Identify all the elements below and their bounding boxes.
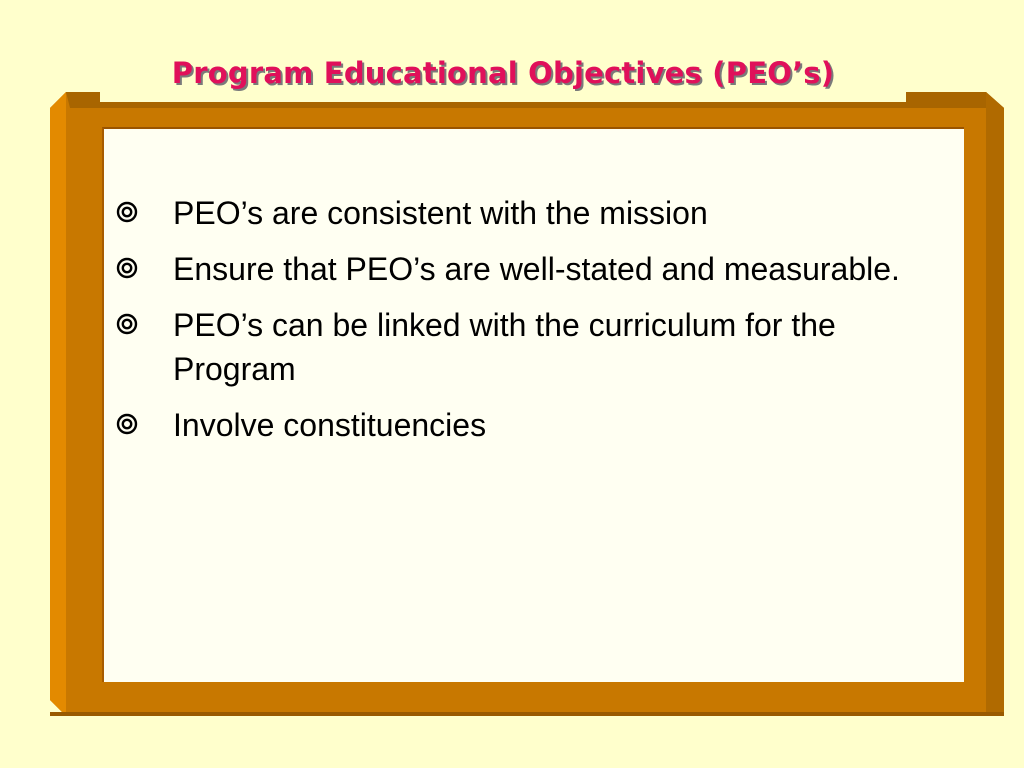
list-item — [112, 191, 952, 235]
concentric-circle-bullet-icon — [116, 257, 138, 279]
list-item — [112, 303, 952, 391]
concentric-circle-bullet-icon — [116, 413, 138, 435]
list-item — [112, 247, 952, 291]
list-item — [112, 403, 952, 447]
bullet-text: Ensure that PEO’s are well-stated and measurable. — [173, 251, 900, 287]
frame-left-bevel — [50, 92, 66, 716]
title-box — [100, 44, 906, 102]
bullet-list — [112, 191, 952, 459]
frame-right-bevel — [986, 92, 1004, 716]
bullet-text: Involve constituencies — [173, 407, 487, 443]
concentric-circle-bullet-icon — [116, 201, 138, 223]
bullet-text: PEO’s are consistent with the mission — [173, 195, 708, 231]
bullet-text: PEO’s can be linked with the curriculum for the Program — [173, 307, 836, 387]
slide-title: Program Educational Objectives (PEO’s) — [171, 56, 835, 90]
frame-bottom-edge — [50, 712, 1004, 716]
concentric-circle-bullet-icon — [116, 313, 138, 335]
